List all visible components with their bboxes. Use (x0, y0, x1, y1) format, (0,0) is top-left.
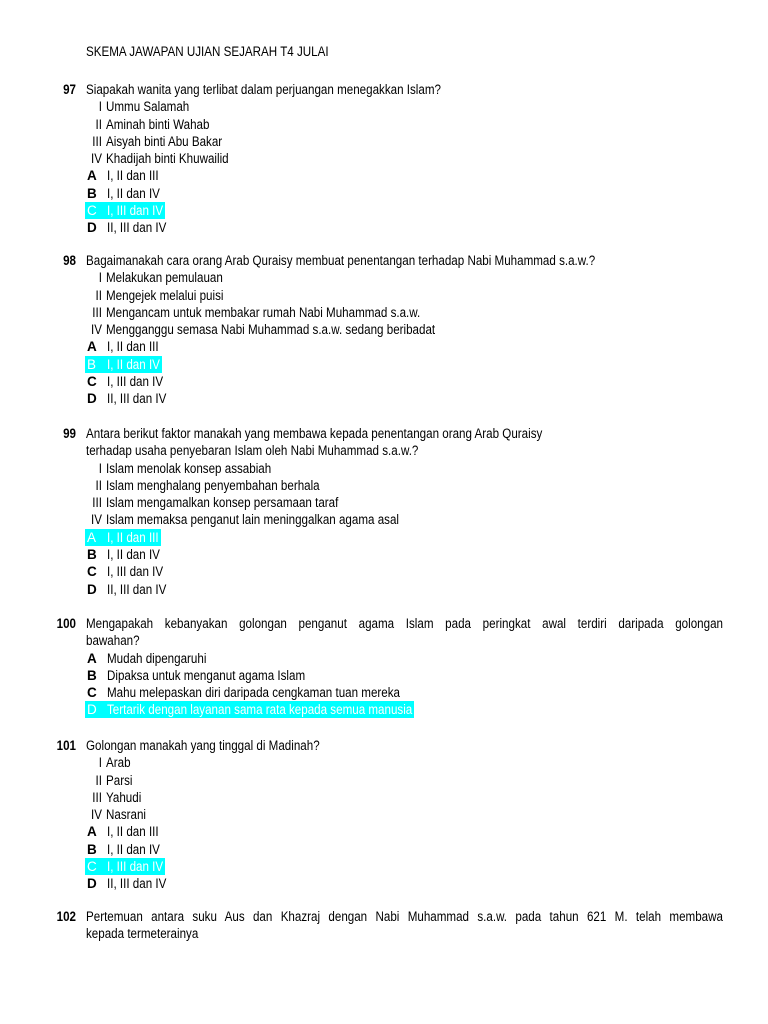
option-c (0, 858, 768, 875)
option-content (85, 390, 168, 407)
statement-item (0, 304, 768, 321)
option-letter: D (87, 391, 97, 407)
question-number: 99 (63, 426, 76, 441)
option-content (85, 219, 168, 236)
correct-answer-highlight (85, 202, 165, 219)
correct-answer-highlight (85, 529, 161, 546)
option-letter: A (87, 339, 97, 355)
statement-text: Islam memaksa penganut lain meninggalkan agama asal (106, 512, 400, 528)
statement-numeral: III (92, 133, 102, 149)
option-b (0, 546, 768, 563)
statement-text: Ummu Salamah (106, 99, 190, 115)
option-letter: A (87, 824, 97, 840)
question-text: Pertemuan antara suku Aus dan Khazraj dengan Nabi Muhammad s.a.w. pada tahun 621 M. telah membawa (86, 909, 723, 924)
option-content (85, 667, 307, 684)
question-text-line (0, 908, 768, 925)
question-number: 101 (56, 738, 76, 753)
option-text: I, III dan IV (107, 374, 164, 390)
statement-numeral: IV (91, 807, 102, 823)
option-letter: B (87, 185, 97, 201)
option-letter: B (87, 841, 97, 857)
option-content (85, 841, 162, 858)
option-letter: C (87, 564, 97, 580)
option-b (0, 185, 768, 202)
statement-numeral: III (92, 789, 102, 805)
question-text: Antara berikut faktor manakah yang membawa kepada penentangan orang Arab Quraisy (86, 426, 543, 441)
option-content (85, 823, 161, 840)
option-b (0, 667, 768, 684)
statement-numeral: I (98, 99, 102, 115)
option-letter: D (87, 581, 97, 597)
statement-item (0, 806, 768, 823)
question-100 (0, 615, 768, 719)
statement-item (0, 150, 768, 167)
option-letter: D (87, 876, 97, 892)
option-text: I, II dan III (107, 339, 159, 355)
option-text: II, III dan IV (107, 220, 167, 236)
option-letter: D (87, 702, 97, 718)
question-97 (0, 81, 768, 237)
option-text: I, II dan IV (107, 547, 160, 563)
correct-answer-highlight (85, 858, 165, 875)
option-text: I, II dan IV (107, 356, 160, 372)
question-text: kepada termeterainya (86, 926, 199, 942)
question-text: bawahan? (86, 633, 140, 649)
option-text: I, III dan IV (107, 564, 164, 580)
option-b (0, 356, 768, 373)
statement-text: Islam mengamalkan konsep persamaan taraf (106, 495, 339, 511)
statement-numeral: II (95, 116, 102, 132)
option-letter: C (87, 685, 97, 701)
option-text: I, III dan IV (107, 859, 164, 875)
statement-item (0, 477, 768, 494)
question-98 (0, 252, 768, 408)
question-text: Mengapakah kebanyakan golongan penganut agama Islam pada peringkat awal terdiri daripada golongan (86, 616, 723, 631)
option-letter: A (87, 529, 97, 545)
option-text: II, III dan IV (107, 391, 167, 407)
option-content (85, 684, 402, 701)
statement-text: Melakukan pemulauan (106, 270, 223, 286)
statement-numeral: III (92, 304, 102, 320)
question-text-line (0, 425, 768, 442)
statement-text: Aminah binti Wahab (106, 116, 210, 132)
statement-text: Nasrani (106, 807, 147, 823)
option-text: I, II dan III (107, 824, 159, 840)
option-letter: C (87, 374, 97, 390)
question-text: Siapakah wanita yang terlibat dalam perjuangan menegakkan Islam? (86, 82, 441, 97)
option-content (85, 546, 162, 563)
option-letter: C (87, 859, 97, 875)
option-c (0, 563, 768, 580)
statement-text: Islam menghalang penyembahan berhala (106, 477, 320, 493)
option-letter: B (87, 356, 97, 372)
option-text: I, II dan IV (107, 841, 160, 857)
statement-numeral: II (95, 477, 102, 493)
option-content (85, 875, 168, 892)
statement-numeral: II (95, 287, 102, 303)
statement-item (0, 133, 768, 150)
statement-numeral: IV (91, 322, 102, 338)
option-text: I, III dan IV (107, 203, 164, 219)
option-content (85, 650, 209, 667)
option-a (0, 650, 768, 667)
option-d (0, 701, 768, 718)
statement-item (0, 98, 768, 115)
document-title: SKEMA JAWAPAN UJIAN SEJARAH T4 JULAI (86, 44, 329, 59)
statement-item (0, 460, 768, 477)
option-text: Mudah dipengaruhi (107, 650, 207, 666)
option-letter: B (87, 547, 97, 563)
option-c (0, 373, 768, 390)
option-text: I, II dan III (107, 168, 159, 184)
question-number: 98 (63, 253, 76, 268)
question-number: 100 (56, 616, 76, 631)
statement-numeral: III (92, 495, 102, 511)
question-text-line (0, 615, 768, 632)
option-text: I, II dan IV (107, 185, 160, 201)
option-letter: B (87, 667, 97, 683)
statement-text: Islam menolak konsep assabiah (106, 460, 272, 476)
statement-text: Arab (106, 755, 131, 771)
statement-item (0, 321, 768, 338)
question-text-line (0, 252, 768, 269)
question-text-line (0, 81, 768, 98)
option-c (0, 684, 768, 701)
option-content (85, 373, 165, 390)
question-number: 97 (63, 82, 76, 97)
question-text: Bagaimanakah cara orang Arab Quraisy membuat penentangan terhadap Nabi Muhammad s.a.w.? (86, 253, 596, 268)
question-text-line (0, 925, 768, 942)
question-text-line (0, 442, 768, 459)
statement-numeral: I (98, 270, 102, 286)
option-c (0, 202, 768, 219)
question-text-line (0, 632, 768, 649)
statement-numeral: IV (91, 512, 102, 528)
option-text: Tertarik dengan layanan sama rata kepada semua manusia (107, 702, 413, 718)
statement-numeral: IV (91, 151, 102, 167)
option-content (85, 338, 161, 355)
statement-text: Yahudi (106, 789, 142, 805)
statement-text: Aisyah binti Abu Bakar (106, 133, 223, 149)
option-text: II, III dan IV (107, 876, 167, 892)
correct-answer-highlight (85, 701, 414, 718)
statement-numeral: II (95, 772, 102, 788)
option-text: Dipaksa untuk menganut agama Islam (107, 667, 306, 683)
option-content (85, 563, 165, 580)
option-d (0, 581, 768, 598)
statement-text: Khadijah binti Khuwailid (106, 151, 229, 167)
option-d (0, 219, 768, 236)
statement-item (0, 754, 768, 771)
correct-answer-highlight (85, 356, 162, 373)
option-d (0, 875, 768, 892)
option-text: II, III dan IV (107, 581, 167, 597)
statement-item (0, 287, 768, 304)
statement-numeral: I (98, 460, 102, 476)
option-letter: A (87, 168, 97, 184)
question-99 (0, 425, 768, 598)
option-text: Mahu melepaskan diri daripada cengkaman tuan mereka (107, 685, 401, 701)
option-d (0, 390, 768, 407)
option-letter: D (87, 220, 97, 236)
statement-text: Mengganggu semasa Nabi Muhammad s.a.w. sedang beribadat (106, 322, 436, 338)
question-text-line (0, 737, 768, 754)
statement-item (0, 789, 768, 806)
question-text: terhadap usaha penyebaran Islam oleh Nabi Muhammad s.a.w.? (86, 443, 419, 459)
statement-item (0, 116, 768, 133)
option-a (0, 823, 768, 840)
option-letter: C (87, 203, 97, 219)
statement-text: Mengejek melalui puisi (106, 287, 224, 303)
option-a (0, 338, 768, 355)
option-a (0, 529, 768, 546)
statement-text: Mengancam untuk membakar rumah Nabi Muhammad s.a.w. (106, 304, 421, 320)
option-content (85, 167, 161, 184)
question-text: Golongan manakah yang tinggal di Madinah? (86, 738, 320, 753)
statement-text: Parsi (106, 772, 133, 788)
statement-numeral: I (98, 755, 102, 771)
statement-item (0, 494, 768, 511)
option-text: I, II dan III (107, 529, 159, 545)
statement-item (0, 772, 768, 789)
question-number: 102 (56, 909, 76, 924)
option-letter: A (87, 650, 97, 666)
question-102 (0, 908, 768, 943)
question-101 (0, 737, 768, 893)
option-b (0, 841, 768, 858)
option-content (85, 581, 168, 598)
statement-item (0, 511, 768, 528)
option-content (85, 185, 162, 202)
statement-item (0, 269, 768, 286)
option-a (0, 167, 768, 184)
